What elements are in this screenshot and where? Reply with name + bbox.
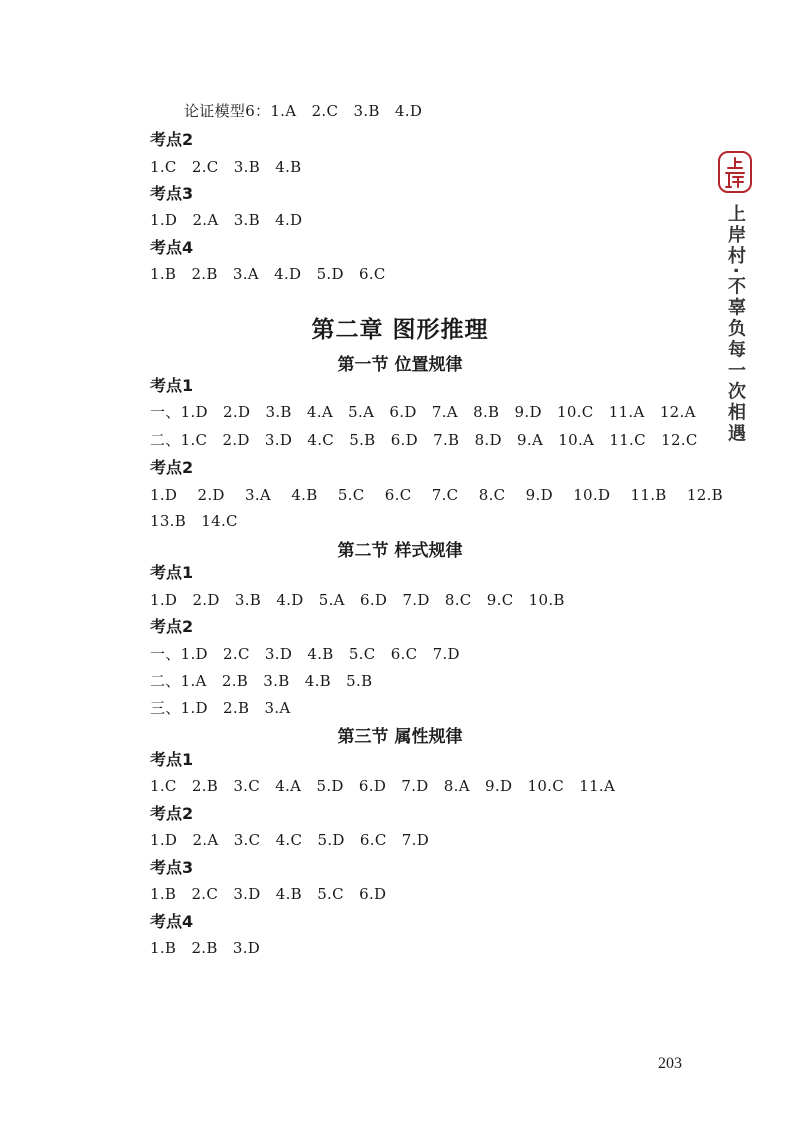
answer-line: 一、1.D 2.C 3.D 4.B 5.C 6.C 7.D: [150, 645, 460, 663]
chapter-title: 第二章 图形推理: [311, 317, 489, 343]
brand-seal-logo: [717, 150, 753, 194]
answer-line: 三、1.D 2.B 3.A: [150, 699, 291, 717]
point-heading: 考点4: [150, 912, 194, 931]
answer-line: 一、1.D 2.D 3.B 4.A 5.A 6.D 7.A 8.B 9.D 10.C 11.A 12.A: [150, 403, 696, 421]
section-title: 第二节 样式规律: [337, 541, 463, 561]
point-heading: 考点1: [150, 563, 194, 582]
point-heading: 考点2: [150, 617, 194, 636]
point-heading: 考点4: [150, 238, 194, 257]
point-heading: 考点2: [150, 804, 194, 823]
point-heading: 考点2: [150, 458, 194, 477]
point-heading: 考点2: [150, 130, 194, 149]
answer-line: 1.C 2.C 3.B 4.B: [150, 158, 302, 176]
answer-line: 二、1.A 2.B 3.B 4.B 5.B: [150, 672, 373, 690]
section-title: 第一节 位置规律: [337, 355, 463, 375]
answer-line: 1.B 2.C 3.D 4.B 5.C 6.D: [150, 885, 387, 903]
answer-line: 1.B 2.B 3.A 4.D 5.D 6.C: [150, 265, 386, 283]
section-title: 第三节 属性规律: [337, 727, 463, 747]
model-6-answers: 论证模型6：1.A 2.C 3.B 4.D: [184, 102, 423, 120]
point-heading: 考点1: [150, 376, 194, 395]
answer-line: 1.B 2.B 3.D: [150, 939, 261, 957]
answer-line: 13.B 14.C: [150, 512, 238, 530]
answer-line: 1.D 2.A 3.B 4.D: [150, 211, 303, 229]
point-heading: 考点3: [150, 184, 194, 203]
point-heading: 考点3: [150, 858, 194, 877]
answer-line: 1.D 2.D 3.B 4.D 5.A 6.D 7.D 8.C 9.C 10.B: [150, 591, 565, 609]
answer-line: 1.D 2.D 3.A 4.B 5.C 6.C 7.C 8.C 9.D 10.D 11.B 12.B: [150, 486, 723, 504]
point-heading: 考点1: [150, 750, 194, 769]
answer-line: 1.D 2.A 3.C 4.C 5.D 6.C 7.D: [150, 831, 430, 849]
answer-line: 1.C 2.B 3.C 4.A 5.D 6.D 7.D 8.A 9.D 10.C 11.A: [150, 777, 616, 795]
page-number: 203: [658, 1055, 682, 1072]
side-tagline: 上岸村·不辜负每一次相遇: [725, 204, 746, 445]
answer-line: 二、1.C 2.D 3.D 4.C 5.B 6.D 7.B 8.D 9.A 10.A 11.C 12.C: [150, 431, 698, 449]
